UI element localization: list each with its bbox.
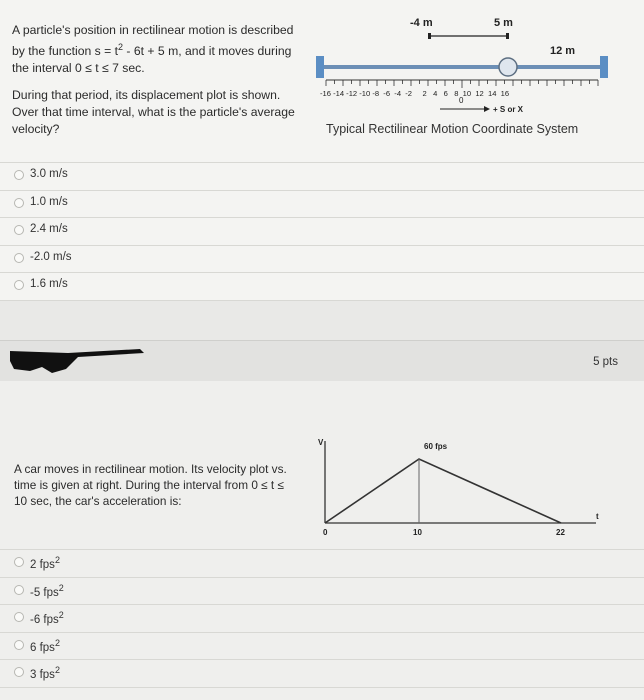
radio-button[interactable] [14,198,24,208]
option-label: 3.0 m/s [30,168,68,180]
q1-option[interactable] [0,272,644,301]
q2-option[interactable] [0,659,644,688]
q1-option[interactable] [0,190,644,218]
radio-button[interactable] [14,253,24,263]
radio-button[interactable] [14,170,24,180]
option-label: 1.0 m/s [30,195,68,208]
t10-label: 10 [413,528,422,537]
q1-option[interactable] [0,217,644,245]
label-5m: 5 m [494,17,513,29]
label-12m: 12 m [550,45,576,57]
q2-option[interactable] [0,632,644,660]
radio-button[interactable] [14,225,24,235]
q1-option[interactable] [0,162,644,190]
option-label: 3 fps$^2$ [30,665,60,681]
question-2-options [0,549,644,688]
origin-label: 0 [323,528,328,537]
question-2-text [14,461,304,509]
q2-option[interactable] [0,549,644,577]
particle-circle [499,58,517,76]
velocity-time-graph [300,431,620,551]
radio-button[interactable] [14,557,24,567]
direction-arrow-head [484,106,490,112]
q1-prompt-line3: velocity? [12,122,60,137]
radio-button[interactable] [14,640,24,650]
option-label: -2.0 m/s [30,250,72,263]
option-label: -5 fps$^2$ [30,582,64,599]
span-right-end [506,33,509,39]
question-1-text [12,22,312,138]
ruler-zero-label: 0 [459,96,464,105]
ruler-tick-labels: -16 -14 -12 -10 -8 -6 -4 -2 2 4 6 8 10 12 14 16 [320,89,510,98]
q2-option[interactable] [0,604,644,632]
t-axis-label: t [596,512,599,521]
right-wall [600,56,608,78]
direction-label: + S or X [493,105,524,114]
q1-line1: A particle's position in rectilinear motion is described [12,23,294,37]
radio-button[interactable] [14,585,24,595]
question-2-header [0,340,644,382]
peak-label: 60 fps [424,442,448,451]
velocity-line [325,459,561,523]
points-label: 5 pts [593,356,618,368]
option-label: 2 fps$^2$ [30,555,60,571]
q2-line2: time is given at right. During the interval from 0 ≤ t ≤ [14,478,284,492]
redacted-question-title [8,347,148,377]
q2-line1: A car moves in rectilinear motion. Its velocity plot vs. [14,462,287,476]
q2-line3: 10 sec, the car's acceleration is: [14,494,182,508]
q1-prompt-line2: Over that time interval, what is the particle's average [12,105,295,120]
left-wall [316,56,324,78]
label-minus-4m: -4 m [410,17,433,29]
q1-line2-sup: 2 [118,42,124,52]
q2-option[interactable] [0,577,644,605]
option-label: 6 fps$^2$ [30,637,60,654]
option-label: 1.6 m/s [30,278,68,290]
q1-prompt-line1: During that period, its displacement plot is shown. [12,88,281,103]
span-left-end [428,33,431,39]
radio-button[interactable] [14,667,24,677]
q1-line2-pre: by the function s = t [12,44,119,59]
option-label: -6 fps$^2$ [30,610,64,626]
diagram-caption: Typical Rectilinear Motion Coordinate System [326,122,579,136]
radio-button[interactable] [14,280,24,290]
question-1-options [0,162,644,301]
q1-option[interactable] [0,245,644,273]
q1-line2-post: - 6t + 5 m, and it moves during [123,44,292,59]
radio-button[interactable] [14,612,24,622]
q1-line3: the interval 0 ≤ t ≤ 7 sec. [12,61,145,76]
option-label: 2.4 m/s [30,223,68,235]
ruler-ticks [326,80,598,88]
t22-label: 22 [556,528,565,537]
v-axis-label: V [318,438,324,447]
